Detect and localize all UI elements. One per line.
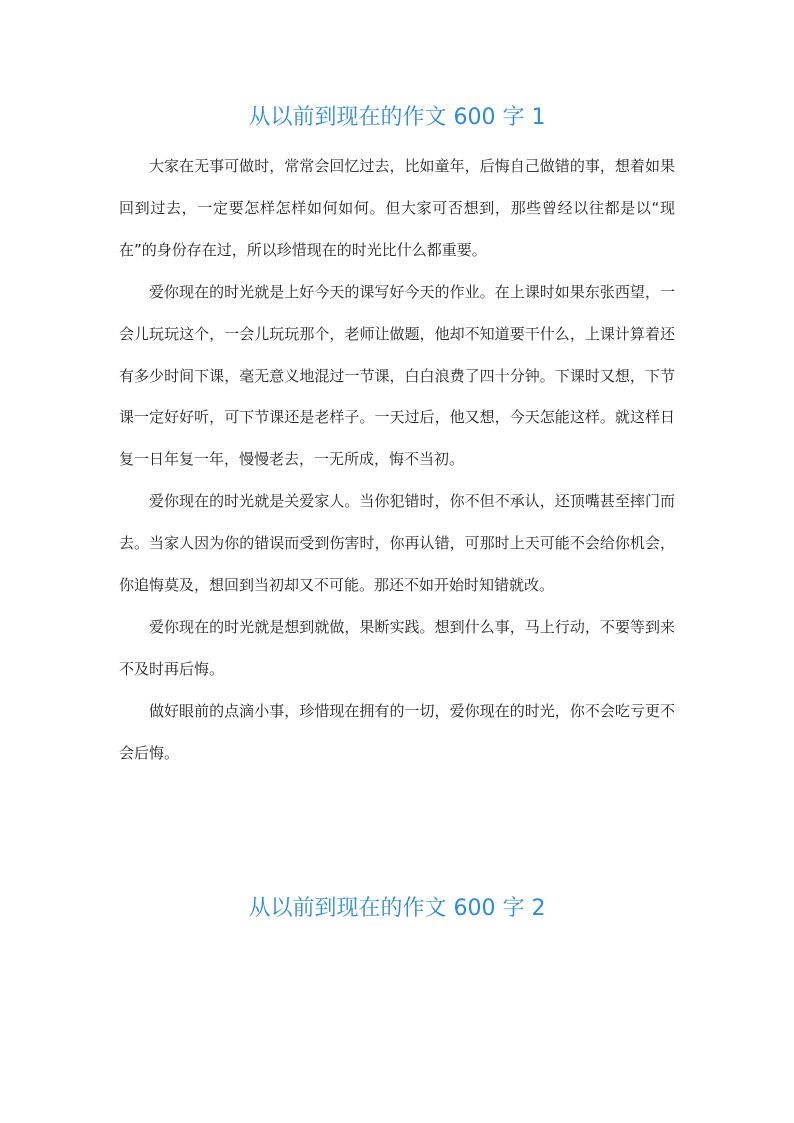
paragraph-1: 大家在无事可做时，常常会回忆过去，比如童年，后悔自己做错的事，想着如果回到过去，一定要怎样怎样如何如何。但大家可否想到，那些曾经以往都是以“现在”的身份存在过，所以珍惜现在的时光比什么都重要。 [119,157,675,259]
essay-title-1: 从以前到现在的作文 600 字 1 [248,105,546,130]
paragraph-3: 爱你现在的时光就是关爱家人。当你犯错时，你不但不承认，还顶嘴甚至摔门而去。当家人因为你的错误而受到伤害时，你再认错，可那时上天可能不会给你机会，你追悔莫及，想回到当初却又不可能。那还不如开始时知错就改。 [119,492,675,595]
paragraph-5: 做好眼前的点滴小事，珍惜现在拥有的一切，爱你现在的时光，你不会吃亏更不会后悔。 [119,701,675,762]
essay-body [119,146,675,775]
paragraph-4: 爱你现在的时光就是想到就做，果断实践。想到什么事，马上行动，不要等到来不及时再后悔。 [119,617,675,678]
paragraph-2: 爱你现在的时光就是上好今天的课写好今天的作业。在上课时如果东张西望，一会儿玩玩这个，一会儿玩玩那个，老师让做题，他却不知道要干什么，上课计算着还有多少时间下课，毫无意义地混过一节课，白白浪费了四十分钟。下课时又想，下节课一定好好听，可下节课还是老样子。一天过后，他又想，今天怎能这样。就这样日复一日年复一年，慢慢老去，一无所成，悔不当初。 [119,282,675,469]
essay-title-2: 从以前到现在的作文 600 字 2 [248,896,546,921]
